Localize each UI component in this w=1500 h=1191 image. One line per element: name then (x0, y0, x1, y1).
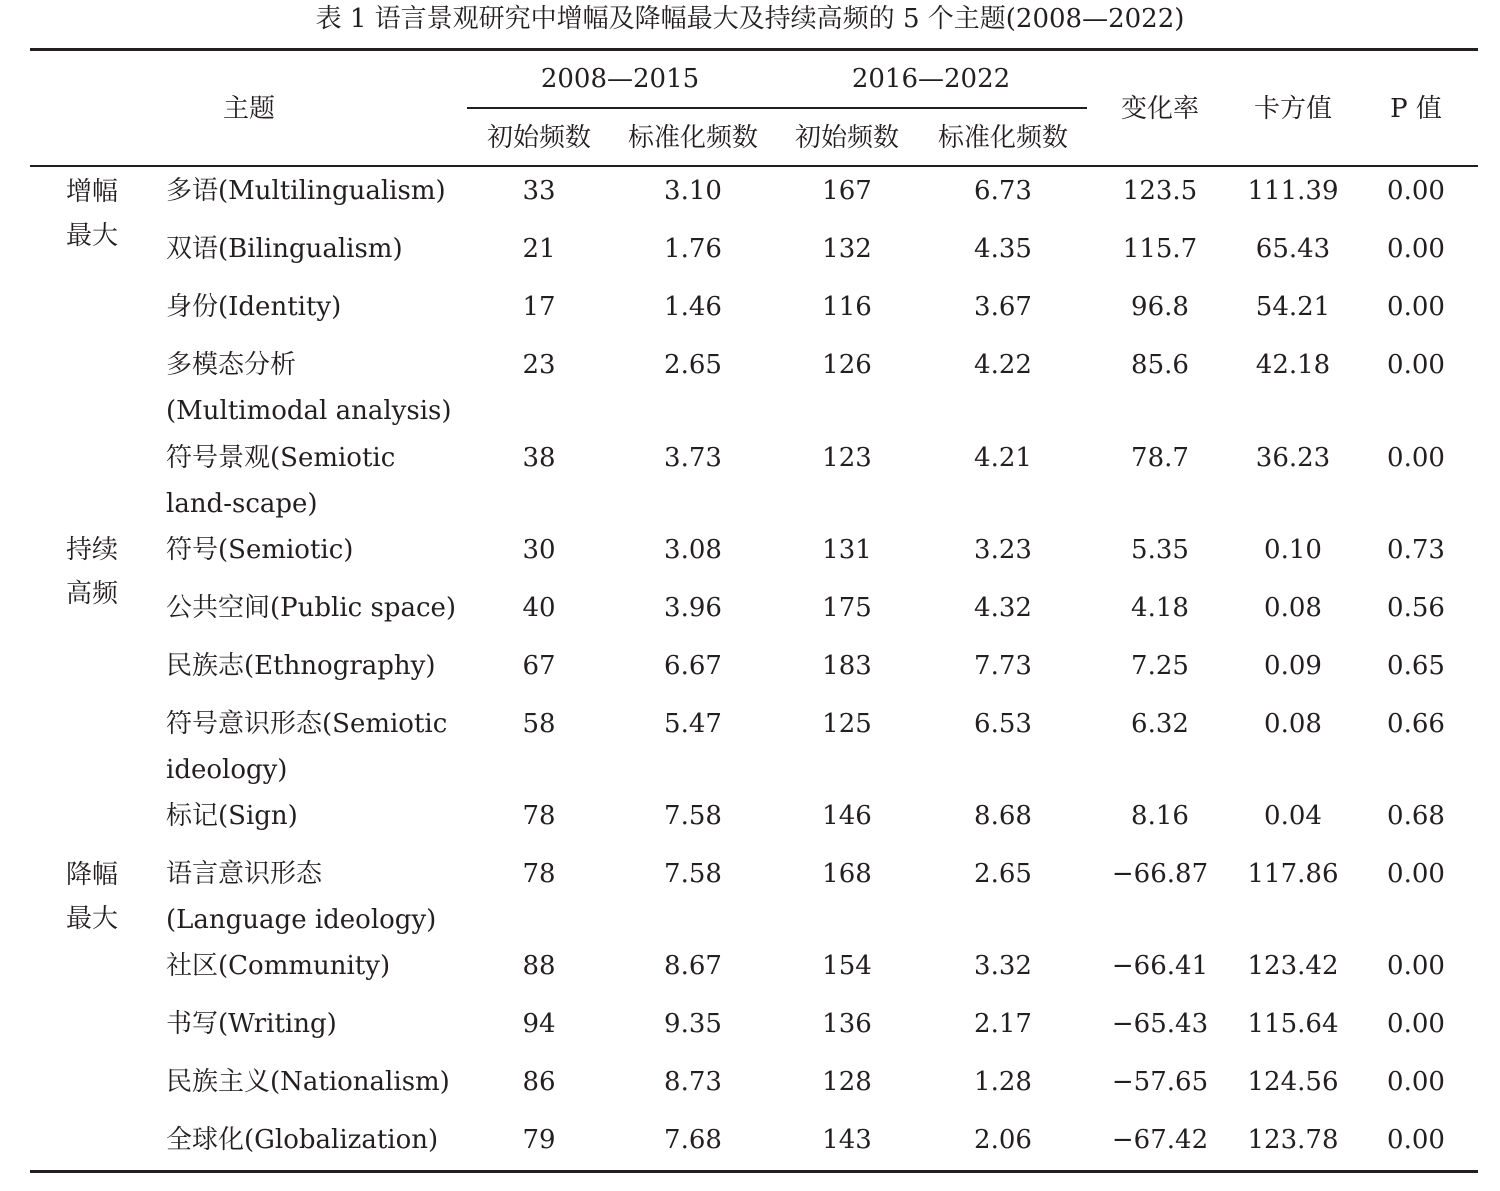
chi-square-cell: 111.39 (1247, 176, 1339, 206)
p-value-cell: 0.00 (1387, 234, 1445, 264)
row-theme: 符号景观(Semiotic land-scape) (166, 443, 396, 519)
raw-count-2016-cell: 175 (822, 593, 872, 623)
table-top-rule (30, 48, 1478, 51)
change-rate-cell: −57.65 (1111, 1067, 1209, 1097)
raw-count-2016-cell: 146 (822, 801, 872, 831)
row-theme: 标记(Sign) (166, 801, 298, 831)
row-theme: 书写(Writing) (166, 1009, 337, 1039)
group-label-increase: 增幅最大 (66, 177, 119, 251)
normalized-freq-2008-cell: 7.68 (664, 1125, 722, 1155)
row-theme: 语言意识形态(Language ideology) (166, 859, 437, 935)
change-rate-cell: 78.7 (1131, 443, 1189, 473)
normalized-freq-2016-cell: 8.68 (974, 801, 1032, 831)
header-norm-2: 标准化频数 (937, 123, 1069, 153)
raw-count-2008-cell: 78 (522, 859, 556, 889)
normalized-freq-2008-cell: 2.65 (664, 350, 722, 380)
raw-count-2008-cell: 30 (522, 535, 556, 565)
header-period-rule (467, 107, 1087, 109)
raw-count-2008-cell: 94 (522, 1009, 556, 1039)
change-rate-cell: 115.7 (1122, 234, 1198, 264)
normalized-freq-2008-cell: 7.58 (664, 801, 722, 831)
raw-count-2016-cell: 154 (822, 951, 872, 981)
change-rate-cell: −67.42 (1111, 1125, 1209, 1155)
normalized-freq-2016-cell: 4.21 (974, 443, 1032, 473)
header-chi-square: 卡方值 (1253, 94, 1333, 124)
row-theme: 民族志(Ethnography) (166, 651, 436, 681)
header-change-rate: 变化率 (1120, 94, 1200, 124)
row-theme: 符号意识形态(Semiotic ideology) (166, 709, 448, 785)
change-rate-cell: −66.87 (1111, 859, 1209, 889)
p-value-cell: 0.00 (1387, 176, 1445, 206)
raw-count-2016-cell: 143 (822, 1125, 872, 1155)
normalized-freq-2016-cell: 4.22 (974, 350, 1032, 380)
chi-square-cell: 115.64 (1247, 1009, 1339, 1039)
header-p-value: P 值 (1390, 94, 1442, 124)
normalized-freq-2008-cell: 6.67 (664, 651, 722, 681)
group-label-persistent: 持续高频 (66, 535, 119, 609)
row-theme: 民族主义(Nationalism) (166, 1067, 450, 1097)
row-theme: 身份(Identity) (166, 292, 342, 322)
p-value-cell: 0.00 (1387, 1125, 1445, 1155)
header-period-1: 2008—2015 (540, 64, 700, 94)
change-rate-cell: 6.32 (1131, 709, 1189, 739)
normalized-freq-2016-cell: 4.35 (974, 234, 1032, 264)
raw-count-2008-cell: 23 (522, 350, 556, 380)
raw-count-2016-cell: 125 (822, 709, 872, 739)
raw-count-2008-cell: 17 (522, 292, 556, 322)
raw-count-2008-cell: 58 (522, 709, 556, 739)
normalized-freq-2008-cell: 3.08 (664, 535, 722, 565)
row-theme: 公共空间(Public space) (166, 593, 457, 623)
chi-square-cell: 0.08 (1264, 709, 1322, 739)
p-value-cell: 0.00 (1387, 443, 1445, 473)
normalized-freq-2016-cell: 6.73 (974, 176, 1032, 206)
p-value-cell: 0.66 (1387, 709, 1445, 739)
raw-count-2016-cell: 128 (822, 1067, 872, 1097)
header-norm-1: 标准化频数 (627, 123, 759, 153)
table-caption: 表 1 语言景观研究中增幅及降幅最大及持续高频的 5 个主题(2008—2022) (315, 4, 1185, 34)
raw-count-2008-cell: 86 (522, 1067, 556, 1097)
change-rate-cell: 5.35 (1131, 535, 1189, 565)
change-rate-cell: 96.8 (1131, 292, 1189, 322)
raw-count-2008-cell: 21 (522, 234, 556, 264)
raw-count-2008-cell: 88 (522, 951, 556, 981)
normalized-freq-2008-cell: 8.67 (664, 951, 722, 981)
raw-count-2008-cell: 67 (522, 651, 556, 681)
raw-count-2008-cell: 38 (522, 443, 556, 473)
table-bottom-rule (30, 1170, 1478, 1173)
p-value-cell: 0.00 (1387, 350, 1445, 380)
row-theme: 符号(Semiotic) (166, 535, 354, 565)
p-value-cell: 0.73 (1387, 535, 1445, 565)
chi-square-cell: 0.10 (1264, 535, 1322, 565)
p-value-cell: 0.00 (1387, 1009, 1445, 1039)
chi-square-cell: 0.09 (1264, 651, 1322, 681)
normalized-freq-2008-cell: 3.10 (664, 176, 722, 206)
normalized-freq-2016-cell: 6.53 (974, 709, 1032, 739)
p-value-cell: 0.00 (1387, 859, 1445, 889)
change-rate-cell: 4.18 (1131, 593, 1189, 623)
raw-count-2008-cell: 33 (522, 176, 556, 206)
chi-square-cell: 0.04 (1264, 801, 1322, 831)
raw-count-2008-cell: 78 (522, 801, 556, 831)
header-bottom-rule (30, 165, 1478, 167)
p-value-cell: 0.00 (1387, 951, 1445, 981)
normalized-freq-2008-cell: 5.47 (664, 709, 722, 739)
normalized-freq-2008-cell: 3.96 (664, 593, 722, 623)
normalized-freq-2016-cell: 3.23 (974, 535, 1032, 565)
header-period-2: 2016—2022 (851, 64, 1011, 94)
change-rate-cell: −65.43 (1111, 1009, 1209, 1039)
chi-square-cell: 36.23 (1255, 443, 1331, 473)
header-theme: 主题 (222, 94, 276, 124)
chi-square-cell: 42.18 (1255, 350, 1331, 380)
p-value-cell: 0.00 (1387, 1067, 1445, 1097)
raw-count-2016-cell: 116 (822, 292, 872, 322)
chi-square-cell: 54.21 (1255, 292, 1331, 322)
chi-square-cell: 123.78 (1247, 1125, 1339, 1155)
row-theme: 多语(Multilingualism) (166, 176, 446, 206)
p-value-cell: 0.65 (1387, 651, 1445, 681)
normalized-freq-2016-cell: 2.17 (974, 1009, 1032, 1039)
chi-square-cell: 65.43 (1255, 234, 1331, 264)
chi-square-cell: 123.42 (1247, 951, 1339, 981)
raw-count-2016-cell: 131 (822, 535, 872, 565)
normalized-freq-2008-cell: 9.35 (664, 1009, 722, 1039)
row-theme: 全球化(Globalization) (166, 1125, 439, 1155)
change-rate-cell: 7.25 (1131, 651, 1189, 681)
normalized-freq-2016-cell: 2.06 (974, 1125, 1032, 1155)
row-theme: 多模态分析(Multimodal analysis) (166, 350, 452, 426)
normalized-freq-2016-cell: 2.65 (974, 859, 1032, 889)
normalized-freq-2016-cell: 3.67 (974, 292, 1032, 322)
row-theme: 双语(Bilingualism) (166, 234, 403, 264)
raw-count-2016-cell: 136 (822, 1009, 872, 1039)
normalized-freq-2016-cell: 7.73 (974, 651, 1032, 681)
change-rate-cell: 85.6 (1131, 350, 1189, 380)
change-rate-cell: 8.16 (1131, 801, 1189, 831)
normalized-freq-2008-cell: 1.76 (664, 234, 722, 264)
normalized-freq-2008-cell: 3.73 (664, 443, 722, 473)
change-rate-cell: 123.5 (1122, 176, 1198, 206)
header-raw-2: 初始频数 (794, 123, 900, 153)
raw-count-2016-cell: 126 (822, 350, 872, 380)
group-label-decrease: 降幅最大 (66, 860, 119, 934)
p-value-cell: 0.00 (1387, 292, 1445, 322)
change-rate-cell: −66.41 (1111, 951, 1209, 981)
normalized-freq-2008-cell: 7.58 (664, 859, 722, 889)
raw-count-2008-cell: 40 (522, 593, 556, 623)
normalized-freq-2008-cell: 8.73 (664, 1067, 722, 1097)
normalized-freq-2016-cell: 4.32 (974, 593, 1032, 623)
raw-count-2016-cell: 132 (822, 234, 872, 264)
normalized-freq-2008-cell: 1.46 (664, 292, 722, 322)
normalized-freq-2016-cell: 1.28 (974, 1067, 1032, 1097)
raw-count-2016-cell: 123 (822, 443, 872, 473)
row-theme: 社区(Community) (166, 951, 391, 981)
raw-count-2016-cell: 168 (822, 859, 872, 889)
chi-square-cell: 117.86 (1247, 859, 1339, 889)
header-raw-1: 初始频数 (486, 123, 592, 153)
normalized-freq-2016-cell: 3.32 (974, 951, 1032, 981)
chi-square-cell: 0.08 (1264, 593, 1322, 623)
chi-square-cell: 124.56 (1247, 1067, 1339, 1097)
raw-count-2016-cell: 183 (822, 651, 872, 681)
p-value-cell: 0.56 (1387, 593, 1445, 623)
p-value-cell: 0.68 (1387, 801, 1445, 831)
raw-count-2016-cell: 167 (822, 176, 872, 206)
raw-count-2008-cell: 79 (522, 1125, 556, 1155)
